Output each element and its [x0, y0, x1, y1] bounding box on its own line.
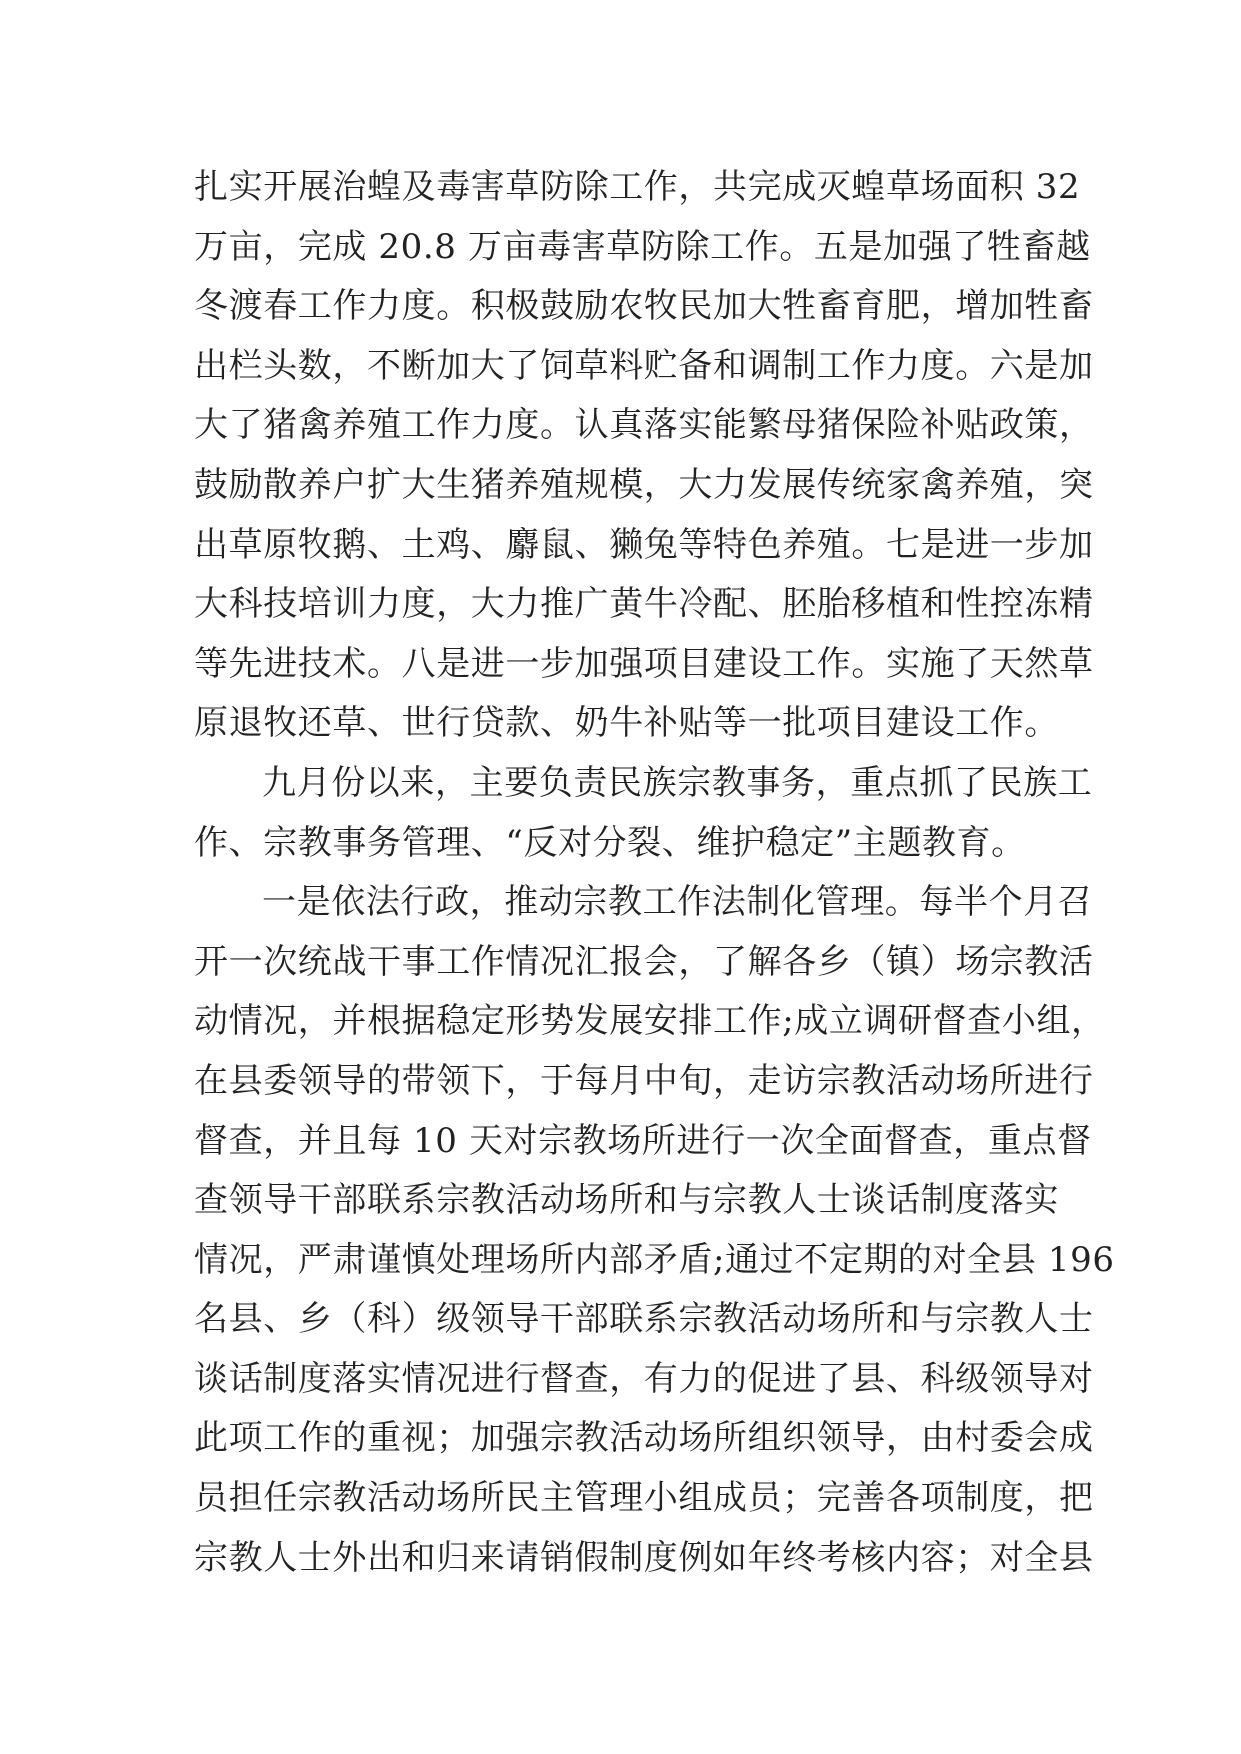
- text-line: 冬渡春工作力度。积极鼓励农牧民加大牲畜育肥，增加牲畜: [194, 286, 1094, 327]
- text-line: 情况，严肃谨慎处理场所内部矛盾;通过不定期的对全县 196: [194, 1239, 1115, 1280]
- text-line: 开一次统战干事工作情况汇报会，了解各乡（镇）场宗教活: [194, 941, 1094, 982]
- paragraph-first-line: 一是依法行政，推动宗教工作法制化管理。每半个月召: [262, 882, 1093, 923]
- text-line: 查领导干部联系宗教活动场所和与宗教人士谈话制度落实: [194, 1180, 1059, 1221]
- text-line: 在县委领导的带领下，于每月中旬，走访宗教活动场所进行: [194, 1060, 1094, 1101]
- text-line: 出草原牧鹅、土鸡、麝鼠、獭兔等特色养殖。七是进一步加: [194, 524, 1094, 565]
- paragraph-first-line: 九月份以来，主要负责民族宗教事务，重点抓了民族工: [262, 762, 1093, 803]
- text-line: 大科技培训力度，大力推广黄牛冷配、胚胎移植和性控冻精: [194, 584, 1094, 625]
- text-line: 鼓励散养户扩大生猪养殖规模，大力发展传统家禽养殖，突: [194, 464, 1094, 505]
- text-line: 作、宗教事务管理、“反对分裂、维护稳定”主题教育。: [194, 822, 1026, 863]
- text-line: 扎实开展治蝗及毒害草防除工作，共完成灭蝗草场面积 32: [194, 167, 1081, 207]
- text-line: 等先进技术。八是进一步加强项目建设工作。实施了天然草: [194, 643, 1094, 684]
- body-text: [194, 158, 1115, 1588]
- text-line: 动情况，并根据稳定形势发展安排工作;成立调研督查小组，: [194, 1001, 1106, 1042]
- text-line: 员担任宗教活动场所民主管理小组成员；完善各项制度，把: [194, 1478, 1094, 1519]
- text-line: 谈话制度落实情况进行督查，有力的促进了县、科级领导对: [194, 1358, 1094, 1399]
- text-line: 出栏头数，不断加大了饲草料贮备和调制工作力度。六是加: [194, 345, 1094, 386]
- text-line: 名县、乡（科）级领导干部联系宗教活动场所和与宗教人士: [194, 1299, 1094, 1340]
- text-line: 督查，并且每 10 天对宗教场所进行一次全面督查，重点督: [194, 1120, 1092, 1161]
- text-line: 大了猪禽养殖工作力度。认真落实能繁母猪保险补贴政策，: [194, 405, 1094, 446]
- text-line: 此项工作的重视；加强宗教活动场所组织领导，由村委会成: [194, 1418, 1094, 1459]
- text-line: 原退牧还草、世行贷款、奶牛补贴等一批项目建设工作。: [194, 703, 1059, 744]
- text-line: 万亩，完成 20.8 万亩毒害草防除工作。五是加强了牲畜越: [194, 226, 1091, 267]
- text-line: 宗教人士外出和归来请销假制度例如年终考核内容；对全县: [194, 1537, 1094, 1578]
